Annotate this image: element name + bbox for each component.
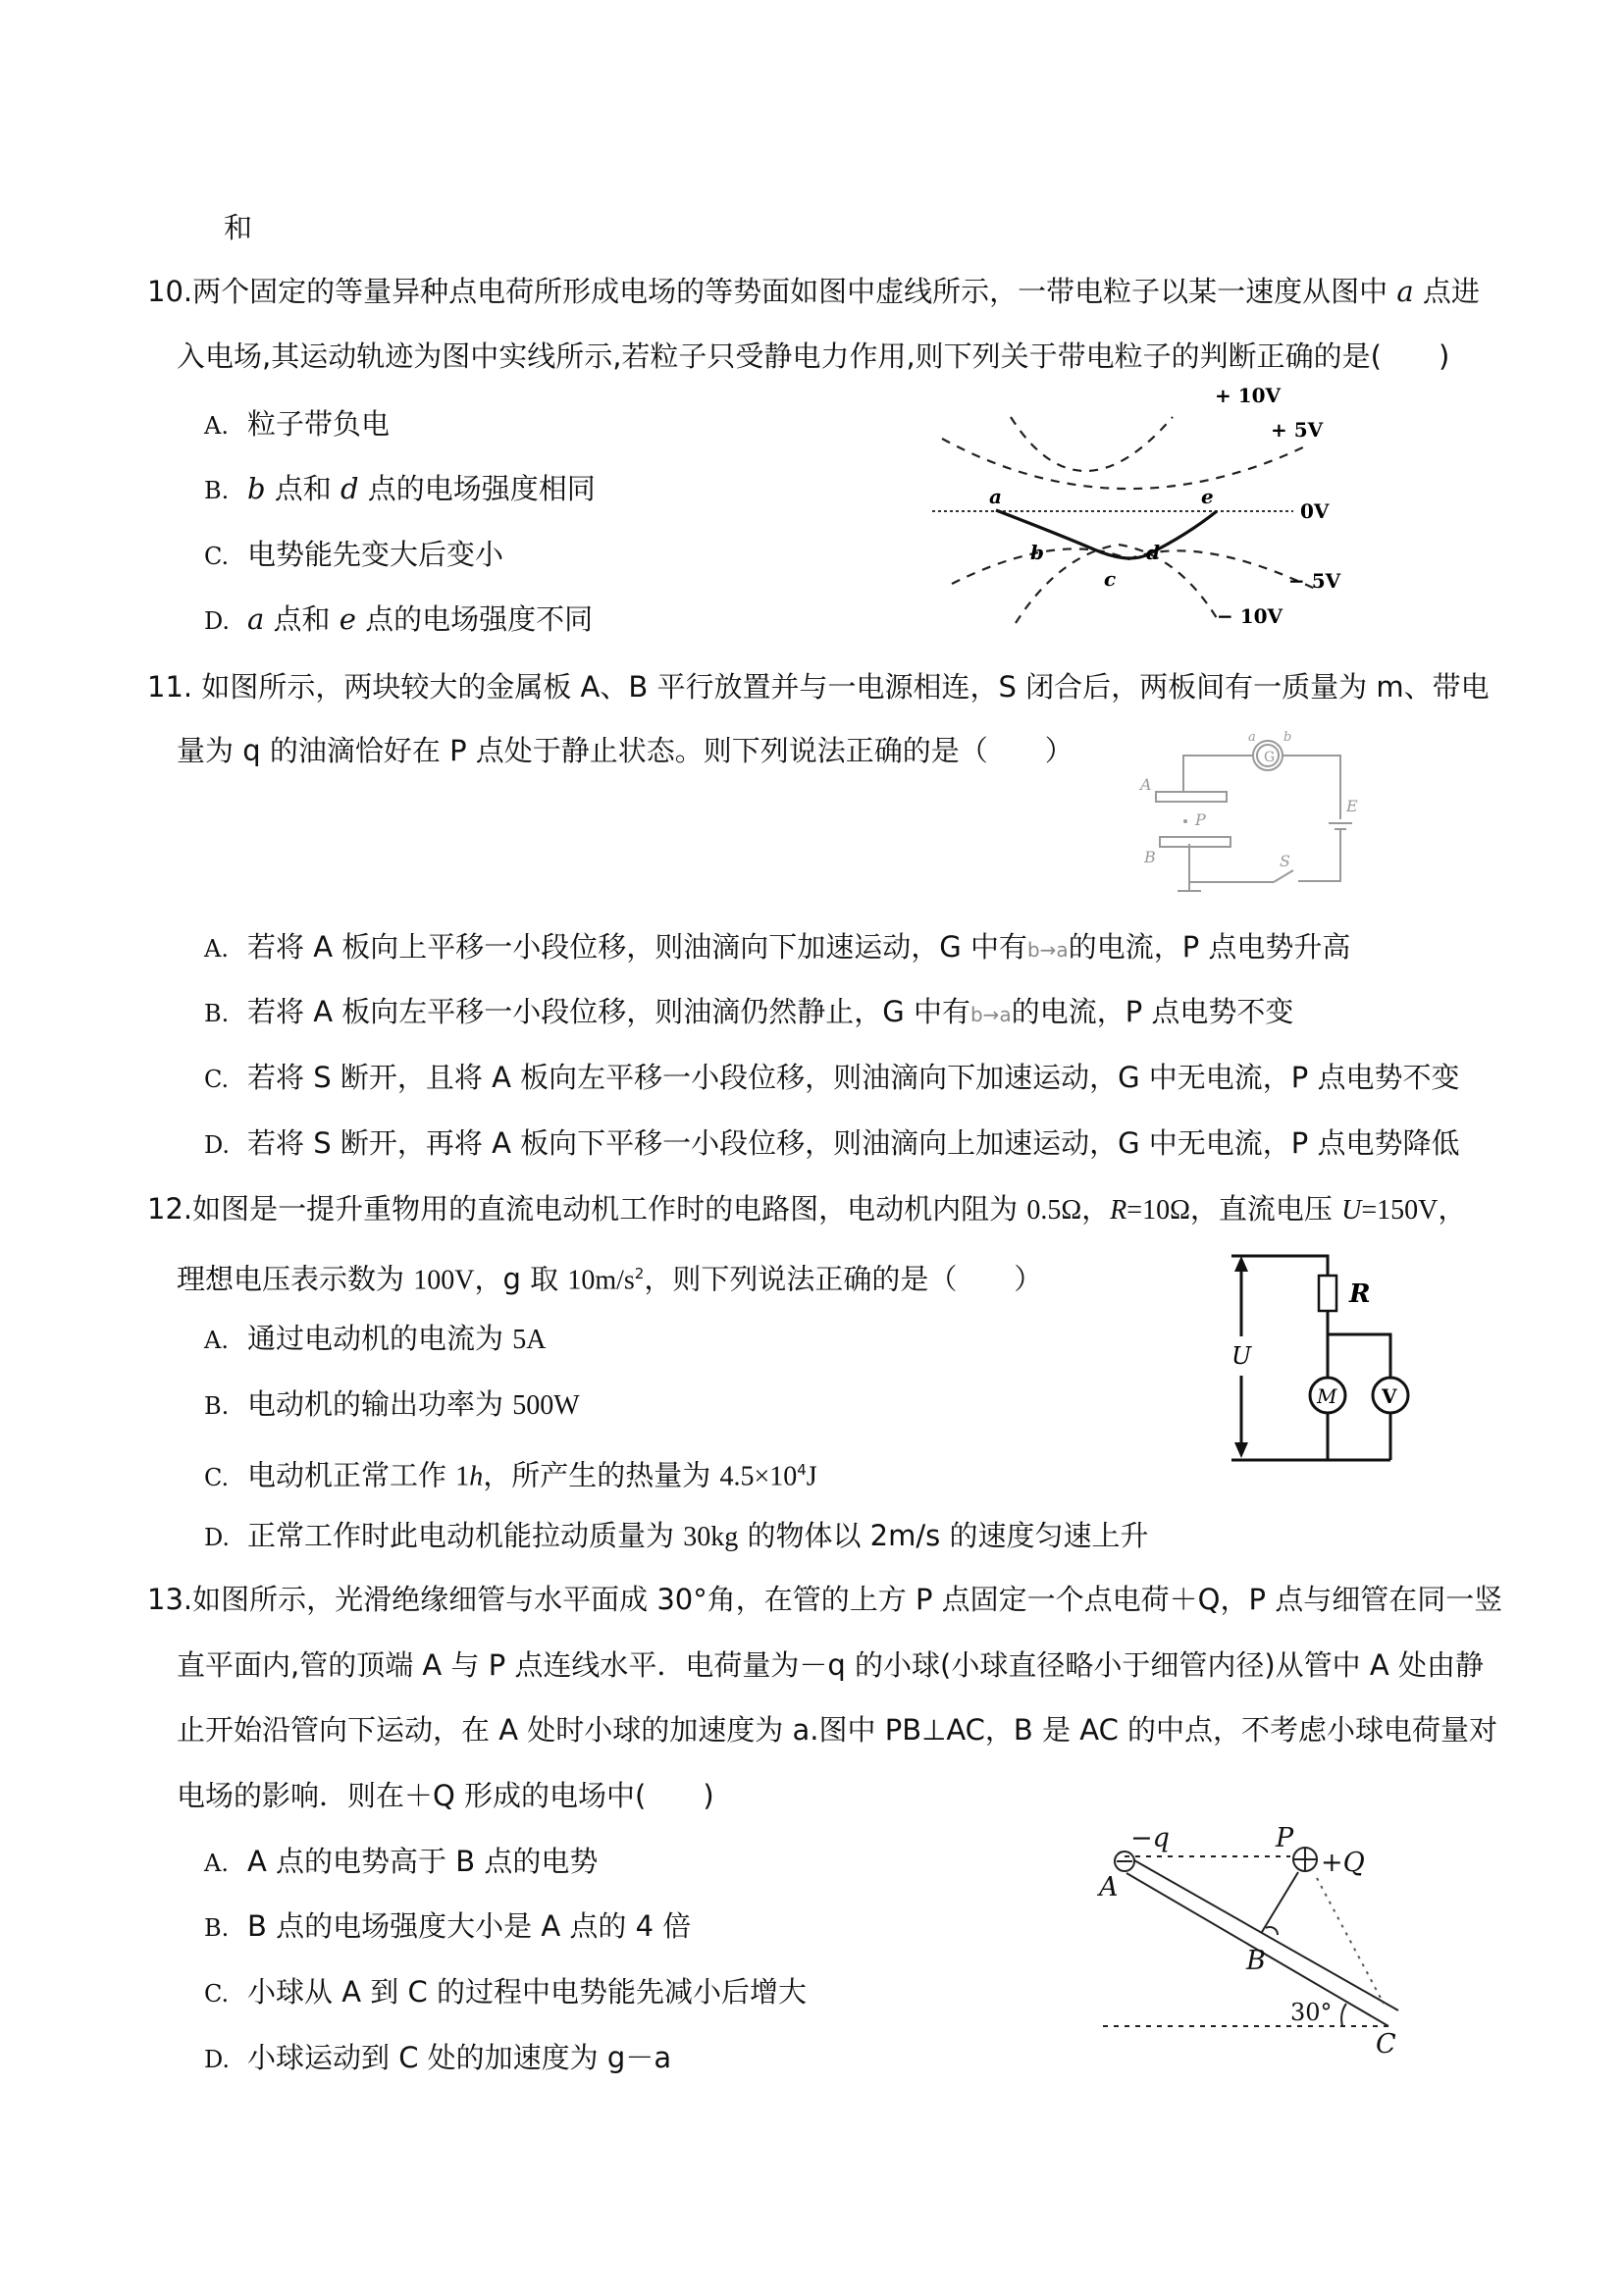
r-value: =10Ω [1126,1195,1190,1226]
q13-stem-line4: 电场的影响．则在＋Q 形成的电场中( ) [177,1779,714,1812]
switch-arm [1274,870,1293,882]
angle-arc [1341,2004,1346,2026]
point-b-label: b [1030,541,1044,564]
option-label: A. [204,1850,229,1877]
q12-option-a[interactable] [204,1319,546,1360]
voltmeter-reading: 100V [413,1265,475,1296]
option-label: C. [204,1066,230,1093]
q10-equipotential-figure [922,378,1341,643]
tube-upper-wall [1134,1860,1398,2010]
q12-stem-text: ，直流电压 [1189,1192,1342,1226]
option-text: 粒子带负电 [247,407,391,441]
q10-var-a: a [1396,275,1414,308]
option-text: 点和 [265,472,341,505]
oil-drop [1183,819,1187,823]
q13-stem-line1: 13.如图所示，光滑绝缘细管与水平面成 30°角，在管的上方 P 点固定一个点电荷＋Q，P 点与细管在同一竖 [147,1583,1503,1616]
label-minus10v: − 10V [1217,604,1283,628]
label-plate-a: A [1140,775,1152,794]
q11-option-d[interactable] [204,1123,1460,1165]
heat-coefficient: 4.5×10 [719,1461,798,1492]
wire-top [1231,1256,1328,1276]
option-text: 小球从 A 到 C 的过程中电势能先减小后增大 [247,1975,807,2009]
unit-hour: h [469,1461,484,1492]
q12-option-b[interactable] [204,1384,580,1426]
option-label: C. [204,1463,230,1491]
label-plate-b: B [1144,848,1156,866]
point-c-label: c [1104,567,1117,591]
segment-pc [1317,1878,1384,2004]
label-a: A [1099,1872,1119,1903]
u-value: =150V [1361,1195,1439,1226]
option-text: 小球运动到 C 处的加速度为 g－a [247,2041,672,2074]
option-text: 通过电动机的电流为 [247,1322,513,1355]
option-label: A. [204,935,229,963]
option-label: A. [204,1327,229,1354]
option-text: 点的电场强度不同 [355,602,594,636]
label-minus-q: −q [1130,1823,1170,1853]
label-u: U [1231,1342,1252,1370]
var-e: e [339,602,356,636]
q13-inclined-tube-figure [1089,1817,1442,2060]
label-b: B [1246,1946,1266,1976]
wire [1183,756,1252,792]
option-value: 1 [455,1461,470,1492]
label-e: E [1346,797,1358,815]
q12-stem-text: ，则下列说法正确的是（ ） [644,1262,1043,1296]
q12-motor-circuit-figure [1222,1248,1438,1476]
q11-stem-line2: 量为 q 的油滴恰好在 P 点处于静止状态。则下列说法正确的是（ ） [177,734,1073,767]
option-value: 500W [512,1390,580,1421]
option-label: B. [204,1914,230,1942]
var-r: R [1110,1195,1127,1226]
q11-option-a[interactable] [204,927,1350,969]
q10-stem-line1 [147,272,1480,311]
option-label: D. [204,607,231,635]
q10-stem-line2: 入电场,其运动轨迹为图中实线所示,若粒子只受静电力作用,则下列关于带电粒子的判断正确的是( ) [177,339,1450,373]
equipotential-plus5 [942,439,1305,489]
q13-option-b[interactable] [204,1906,691,1948]
option-text: 点和 [264,602,340,636]
label-r: R [1349,1279,1371,1309]
q12-stem-text: 理想电压表示数为 [177,1262,414,1296]
label-0v: 0V [1300,499,1330,523]
current-direction: b→a [969,1003,1012,1026]
resistor-r [1319,1276,1336,1311]
option-label: A. [204,412,229,440]
unit-joule: J [806,1461,817,1492]
wire [1283,756,1340,819]
q10-stem-text-end: 点进 [1413,275,1480,308]
q12-option-c[interactable] [204,1450,817,1497]
var-u: U [1341,1195,1362,1226]
label-angle-30: 30° [1290,1999,1333,2026]
option-label: D. [204,1524,231,1551]
current-direction: b→a [1026,938,1069,962]
label-m: M [1317,1384,1337,1408]
plate-b [1160,837,1230,847]
q13-stem-line3: 止开始沿管向下运动，在 A 处时小球的加速度为 a.图中 PB⊥AC，B 是 AC 的中点，不考虑小球电荷量对 [177,1713,1498,1747]
q12-option-d[interactable] [204,1516,1148,1557]
label-s: S [1280,852,1290,870]
q13-stem-line2: 直平面内,管的顶端 A 与 P 点连线水平．电荷量为－q 的小球(小球直径略小于细管内径)从管中 A 处由静 [177,1648,1484,1682]
option-label: B. [204,1000,230,1027]
option-value: 30kg [683,1522,739,1552]
option-label: D. [204,2046,231,2073]
internal-resistance: 0.5Ω [1026,1195,1082,1226]
var-b: b [247,472,266,505]
q11-stem-line1: 11. 如图所示，两块较大的金属板 A、B 平行放置并与一电源相连，S 闭合后，两板间有一质量为 m、带电 [147,670,1490,704]
option-label: B. [204,477,230,504]
carry-over-text: 和 [224,211,253,244]
g-exponent: 2 [634,1265,645,1282]
label-terminal-a: a [1248,730,1256,745]
point-a-label: a [989,485,1002,508]
arrowhead-up [1234,1256,1248,1272]
q12-stem-text: 12.如图是一提升重物用的直流电动机工作时的电路图，电动机内阻为 [147,1192,1027,1226]
option-text: 的电流，P 点电势不变 [1011,995,1294,1028]
option-text: 若将 S 断开，且将 A 板向左平移一小段位移，则油滴向下加速运动，G 中无电流，P 点电势不变 [247,1061,1460,1094]
option-value: 5A [512,1325,547,1355]
option-text: ，所产生的热量为 [483,1458,720,1492]
segment-pb [1262,1872,1298,1932]
q12-stem-text: ，g 取 [474,1262,568,1296]
option-text: 若将 S 断开，再将 A 板向下平移一小段位移，则油滴向上加速运动，G 中无电流，P 点电势降低 [247,1126,1460,1160]
label-p: P [1195,810,1206,829]
q12-stem-line2 [177,1254,1042,1301]
option-text: 的物体以 2m/s 的速度匀速上升 [738,1519,1149,1552]
wire [1328,1334,1390,1378]
option-text: 的电流，P 点电势升高 [1068,930,1351,964]
plate-a [1156,792,1227,802]
point-e-label: e [1201,485,1214,508]
option-text: 点的电场强度相同 [358,472,596,505]
label-c: C [1376,2029,1396,2060]
option-label: B. [204,1392,230,1420]
option-text: 电动机正常工作 [247,1458,456,1492]
label-plus-q: +Q [1321,1848,1365,1878]
arrowhead-down [1234,1442,1248,1458]
option-text: 若将 A 板向左平移一小段位移，则油滴仍然静止，G 中有 [247,995,970,1028]
heat-exponent: 4 [797,1461,807,1479]
var-a: a [247,602,265,636]
right-angle-mark [1266,1927,1278,1935]
g-value: 10m/s [567,1265,635,1296]
point-d-label: d [1146,541,1160,564]
label-plus10v: + 10V [1215,384,1282,407]
q10-stem-text: 10.两个固定的等量异种点电荷所形成电场的等势面如图中虚线所示，一带电粒子以某一速度从图中 [147,275,1397,308]
option-text: 电动机的输出功率为 [247,1387,513,1421]
q10-option-a[interactable] [204,404,390,445]
option-text: A 点的电势高于 B 点的电势 [247,1845,599,1878]
q10-option-b[interactable] [204,469,596,510]
equipotential-plus10 [1011,417,1173,471]
punct: ， [1081,1192,1111,1226]
punct: ， [1438,1192,1467,1226]
label-p: P [1276,1823,1294,1853]
equipotential-minus5 [952,548,1315,589]
q12-stem-line1 [147,1189,1466,1230]
label-minus5v: − 5V [1288,569,1341,593]
option-text: 正常工作时此电动机能拉动质量为 [247,1519,684,1552]
option-text: B 点的电场强度大小是 A 点的 4 倍 [247,1909,692,1943]
option-text: 电势能先变大后变小 [247,538,504,571]
q10-option-d[interactable] [204,600,593,641]
q13-option-d[interactable] [204,2038,671,2079]
label-v: V [1382,1384,1397,1408]
wire [1298,829,1340,881]
option-label: D. [204,1131,231,1159]
q11-capacitor-circuit-figure [1119,721,1364,908]
q13-option-c[interactable] [204,1972,807,2013]
option-text: 若将 A 板向上平移一小段位移，则油滴向下加速运动，G 中有 [247,930,1027,964]
wire [1189,844,1274,882]
label-plus5v: + 5V [1271,418,1324,442]
q13-option-a[interactable] [204,1842,598,1883]
label-g: G [1264,750,1276,765]
option-label: C. [204,543,230,570]
q11-option-b[interactable] [204,992,1293,1034]
var-d: d [340,472,359,505]
q11-option-c[interactable] [204,1058,1460,1099]
option-label: C. [204,1980,230,2008]
label-terminal-b: b [1283,730,1292,745]
q10-option-c[interactable] [204,535,503,576]
